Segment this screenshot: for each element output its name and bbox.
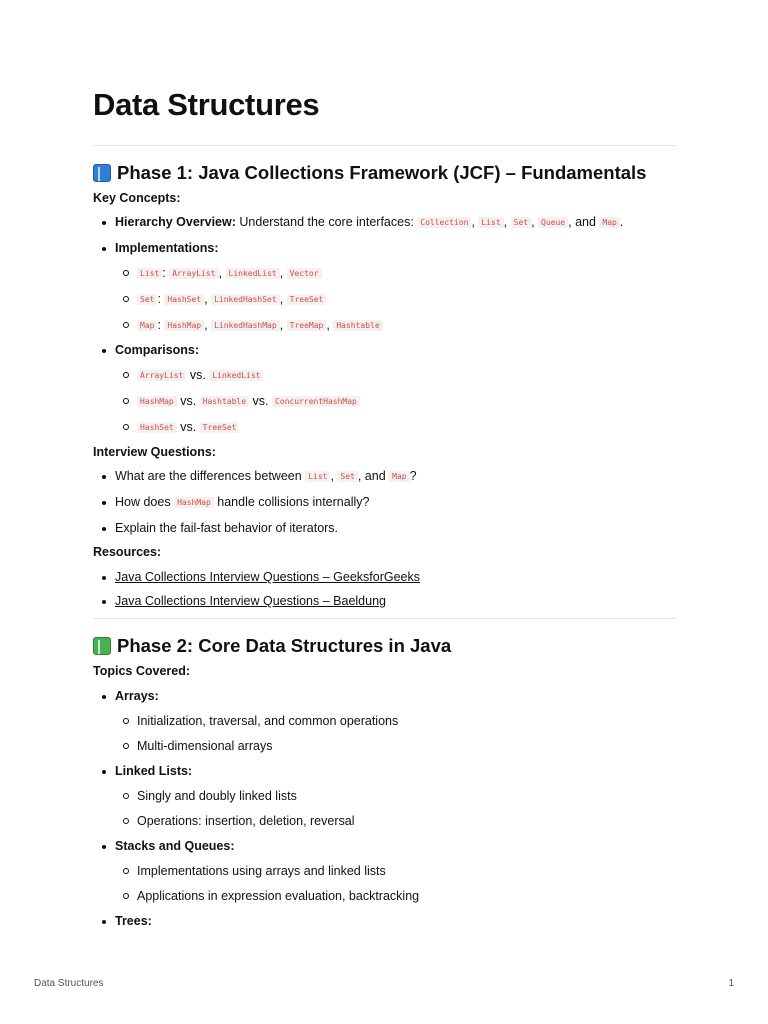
list-item	[93, 913, 676, 929]
key-concepts-list	[93, 214, 676, 436]
vs-text: vs.	[252, 394, 269, 408]
list-item	[93, 494, 676, 511]
page-number: 1	[728, 978, 734, 989]
key-concepts-label: Key Concepts:	[93, 191, 181, 205]
comparisons-list	[93, 367, 676, 436]
topics-list	[93, 688, 676, 929]
trees-label: Trees:	[115, 914, 152, 928]
end-punct: .	[619, 215, 624, 229]
list-item	[93, 593, 676, 609]
interview-list	[93, 468, 676, 536]
phase2-heading-text: Phase 2: Core Data Structures in Java	[117, 635, 452, 656]
inline-code: TreeMap	[287, 320, 327, 331]
list-item: Applications in expression evaluation, backtracking	[93, 888, 676, 904]
list-item: Set : HashSet , LinkedHashSet , TreeSet	[93, 291, 676, 308]
list-item: Explain the fail-fast behavior of iterators.	[93, 520, 676, 536]
comparisons-label: Comparisons:	[115, 343, 200, 357]
topics-label: Topics Covered:	[93, 664, 191, 678]
baeldung-link[interactable]: Java Collections Interview Questions – Baeldung	[115, 594, 386, 608]
vs-text: vs.	[180, 420, 197, 434]
implementations-list	[93, 265, 676, 334]
title-divider	[93, 145, 676, 146]
inline-code: Map	[389, 471, 409, 482]
inline-code: Map	[137, 320, 157, 331]
stacks-queues-label: Stacks and Queues:	[115, 839, 235, 853]
list-item	[93, 838, 676, 904]
list-item	[93, 419, 676, 436]
phase1-heading-text: Phase 1: Java Collections Framework (JCF) – Fundamentals	[117, 162, 647, 183]
list-item	[93, 763, 676, 829]
resources-list	[93, 569, 676, 609]
inline-code: Set	[337, 471, 357, 482]
inline-code: HashMap	[137, 396, 177, 407]
resources-label: Resources:	[93, 545, 162, 559]
list-item: Multi-dimensional arrays	[93, 738, 676, 754]
inline-code: HashSet	[164, 294, 204, 305]
list-item: Implementations using arrays and linked lists	[93, 863, 676, 879]
arrays-label: Arrays:	[115, 689, 159, 703]
list-item	[93, 569, 676, 585]
footer-doc-title: Data Structures	[34, 978, 104, 989]
inline-code: List	[305, 471, 330, 482]
inline-code: Vector	[287, 268, 322, 279]
question-text: How does	[115, 495, 171, 509]
inline-code: HashSet	[137, 422, 177, 433]
inline-code: Hashtable	[200, 396, 249, 407]
question-text: What are the differences between	[115, 469, 302, 483]
list-item: What are the differences between List , Set , and Map ?	[93, 468, 676, 485]
list-item	[93, 240, 676, 334]
inline-code: List	[137, 268, 162, 279]
inline-code: Set	[511, 217, 531, 228]
linked-lists-label: Linked Lists:	[115, 764, 193, 778]
inline-code: LinkedHashSet	[211, 294, 280, 305]
list-item: List : ArrayList , LinkedList , Vector	[93, 265, 676, 282]
inline-code: LinkedList	[226, 268, 280, 279]
phase2-heading	[93, 633, 676, 659]
arrays-list	[93, 713, 676, 754]
list-item: Map : HashMap , LinkedHashMap , TreeMap , Hashtable	[93, 317, 676, 334]
list-item	[93, 688, 676, 754]
inline-code: Hashtable	[333, 320, 382, 331]
geeksforgeeks-link[interactable]: Java Collections Interview Questions – GeeksforGeeks	[115, 570, 420, 584]
implementations-label: Implementations:	[115, 241, 219, 255]
vs-text: vs.	[180, 394, 197, 408]
vs-text: vs.	[189, 368, 206, 382]
list-item: Operations: insertion, deletion, reversal	[93, 813, 676, 829]
inline-code: LinkedHashMap	[211, 320, 280, 331]
green-book-icon	[93, 637, 111, 655]
and-text: , and	[357, 469, 386, 483]
inline-code: LinkedList	[209, 370, 263, 381]
list-item: Singly and doubly linked lists	[93, 788, 676, 804]
inline-code: HashMap	[164, 320, 204, 331]
inline-code: Collection	[417, 217, 471, 228]
list-item	[93, 367, 676, 384]
stacks-queues-list	[93, 863, 676, 904]
section-divider	[93, 618, 676, 619]
inline-code: ArrayList	[169, 268, 218, 279]
inline-code: Set	[137, 294, 157, 305]
list-item: Hierarchy Overview: Understand the core interfaces: Collection , List , Set , Queue , and Map .	[93, 214, 676, 231]
inline-code: ArrayList	[137, 370, 186, 381]
inline-code: Map	[599, 217, 619, 228]
linked-lists-list	[93, 788, 676, 829]
inline-code: List	[478, 217, 503, 228]
inline-code: TreeSet	[287, 294, 327, 305]
end-punct: ?	[409, 469, 417, 483]
inline-code: ConcurrentHashMap	[272, 396, 360, 407]
list-item: Initialization, traversal, and common operations	[93, 713, 676, 729]
blue-book-icon	[93, 164, 111, 182]
list-item	[93, 393, 676, 410]
inline-code: HashMap	[174, 497, 214, 508]
interview-label: Interview Questions:	[93, 445, 216, 459]
document-body	[93, 86, 676, 929]
inline-code: Queue	[538, 217, 568, 228]
question-text: handle collisions internally?	[217, 495, 370, 509]
inline-code: TreeSet	[200, 422, 240, 433]
hierarchy-label: Hierarchy Overview:	[115, 215, 236, 229]
hierarchy-text: Understand the core interfaces:	[239, 215, 414, 229]
list-item	[93, 342, 676, 436]
and-text: , and	[568, 215, 596, 229]
phase1-heading	[93, 160, 676, 186]
page-title: Data Structures	[93, 87, 320, 122]
